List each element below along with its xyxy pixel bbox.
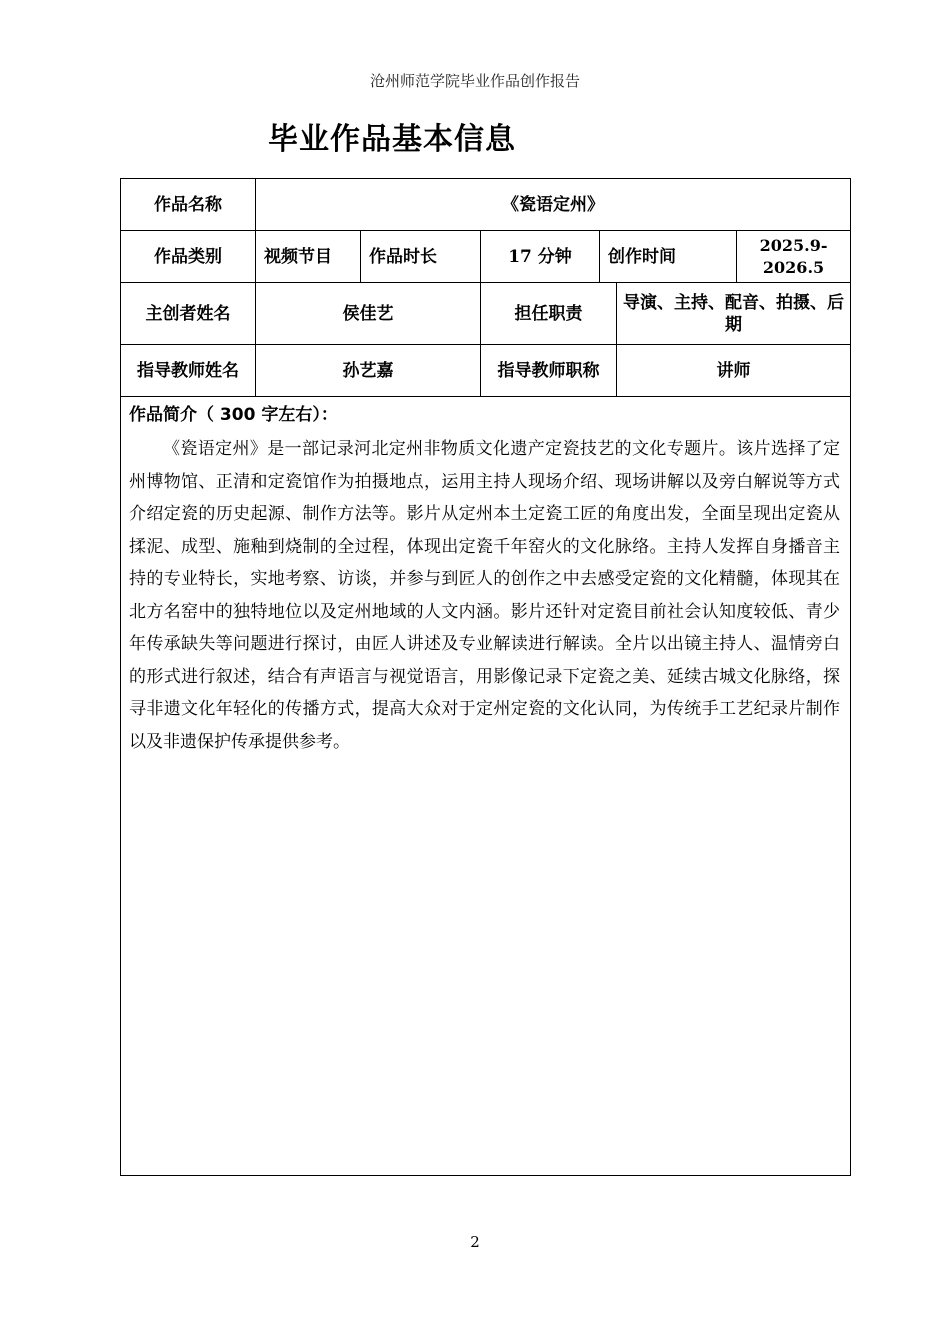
creator-label: 主创者姓名 (121, 283, 256, 345)
creation-time-value: 2025.9-2026.5 (737, 231, 851, 283)
page-number: 2 (470, 1233, 480, 1251)
creation-time-label: 创作时间 (600, 231, 737, 283)
duration-value: 17 分钟 (481, 231, 600, 283)
intro-label: 作品简介（ 300 字左右）： (129, 405, 338, 425)
advisor-title-value: 讲师 (617, 345, 851, 397)
table-row (121, 397, 851, 1176)
page-title: 毕业作品基本信息 (268, 122, 516, 157)
role-label: 担任职责 (481, 283, 617, 345)
role-value: 导演、主持、配音、拍摄、后期 (617, 283, 851, 345)
intro-body: 《瓷语定州》是一部记录河北定州非物质文化遗产定瓷技艺的文化专题片。该片选择了定州博物馆、正清和定瓷馆作为拍摄地点，运用主持人现场介绍、现场讲解以及旁白解说等方式介绍定瓷的历史起源、制作方法等。影片从定州本土定瓷工匠的角度出发，全面呈现出定瓷从揉泥、成型、施釉到烧制的全过程，体现出定瓷千年窑火的文化脉络。主持人发挥自身播音主持的专业特长，实地考察、访谈，并参与到匠人的创作之中去感受定瓷的文化精髓，体现其在北方名窑中的独特地位以及定州地域的人文内涵。影片还针对定瓷目前社会认知度较低、青少年传承缺失等问题进行探讨，由匠人讲述及专业解读进行解读。全片以出镜主持人、温情旁白的形式进行叙述，结合有声语言与视觉语言，用影像记录下定瓷之美、延续古城文化脉络，探寻非遗文化年轻化的传播方式，提高大众对于定州定瓷的文化认同，为传统手工艺纪录片制作以及非遗保护传承提供参考。 (129, 439, 841, 752)
table-row (121, 179, 851, 231)
table-row (121, 283, 851, 345)
running-header: 沧州师范学院毕业作品创作报告 (369, 72, 580, 90)
work-name-label: 作品名称 (121, 179, 256, 231)
category-value: 视频节目 (256, 231, 361, 283)
duration-label: 作品时长 (361, 231, 481, 283)
table-row (121, 231, 851, 283)
advisor-value: 孙艺嘉 (256, 345, 481, 397)
creator-value: 侯佳艺 (256, 283, 481, 345)
advisor-label: 指导教师姓名 (121, 345, 256, 397)
basic-info-table (120, 178, 851, 1176)
intro-cell (121, 397, 851, 1176)
work-name-value: 《瓷语定州》 (256, 179, 851, 231)
advisor-title-label: 指导教师职称 (481, 345, 617, 397)
category-label: 作品类别 (121, 231, 256, 283)
table-row (121, 345, 851, 397)
